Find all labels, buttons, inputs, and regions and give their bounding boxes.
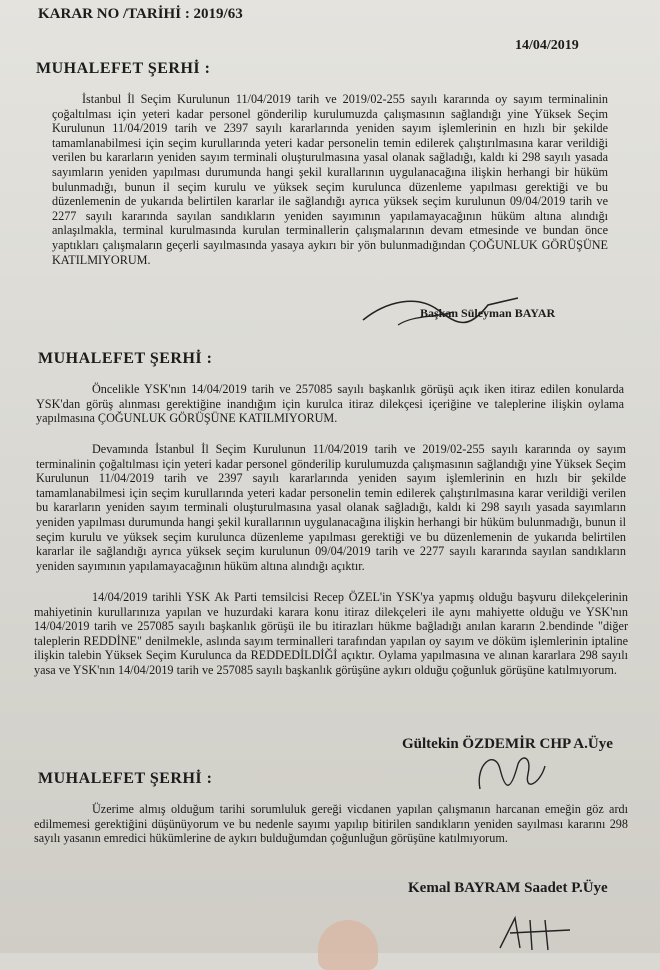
signature-scribble-2: [470, 744, 550, 799]
signature-name: Kemal BAYRAM Saadet P.Üye: [408, 880, 608, 896]
finger-photo-artifact: [318, 920, 378, 970]
decision-date: 14/04/2019: [515, 38, 579, 53]
section-paragraph: İstanbul İl Seçim Kurulunun 11/04/2019 tarih ve 2019/02-255 sayılı kararında oy sayım terminalinin çoğaltılması için yeteri kadar personel gönderilip kurulumuzda çalışmasının sağlandığı yine Yüksek Seçim Kurulunun 11/04/2019 tarih ve 2397 sayılı kararlarında yeniden sayım işlemlerinin en hızlı bir şekilde tamamlanabilmesi için seçim kurullarında yeteri kadar personelin temin edilerek çalıştırılmasına karar verildiği verilen bu kararların yeniden sayım terminali oluşturulmasına yasal olanak sağladığı, kaldı ki 298 sayılı yasada sayımların yeniden yapılması durumunda hangi şekil kurallarının uygulanacağına ilişkin herhangi bir hüküm bulunmadığı, bunun il seçim kurulu ve yüksek seçim kurulunca düzenleme yapılması gerektiği ve bu düzenlemenin de yukarıda belirtilen kararlar ile sağlandığı ayrıca yüksek seçim kurulunun 09/04/2019 tarih ve 2277 sayılı kararında sayılan sandıkların yeniden sayımının yapılamayacağının hüküm altına alındığı anlaşılmakla, terminal kurulmasında kurulan terminallerin çalışmalarının devam etmesinde ve bundan önce yaptıkları çalışmaların geçerli sayılmasında yasaya aykırı bir yön bulunmadığından ÇOĞUNLUK GÖRÜŞÜNE KATILMIYORUM.: [52, 92, 608, 267]
signature-name: Gültekin ÖZDEMİR CHP A.Üye: [402, 736, 613, 752]
section-paragraph: Öncelikle YSK'nın 14/04/2019 tarih ve 257085 sayılı başkanlık görüşü açık iken itiraz edilen konularda YSK'dan görüş alınması gerektiğine inandığım için kurulca itiraz dilekçesi içeriğine ve taleplerine ilişkin oylama yapılmasına ÇOĞUNLUK GÖRÜŞÜNE KATILMIYORUM.: [36, 382, 624, 426]
signature-name: Başkan Süleyman BAYAR: [420, 306, 556, 320]
section-paragraph: 14/04/2019 tarihli YSK Ak Parti temsilcisi Recep ÖZEL'in YSK'ya yapmış olduğu başvuru dilekçelerinin mahiyetinin kurullarınıza yapılan ve huzurdaki karara konu itiraz dilekçeleri ile aynı mahiyette olduğu ve YSK'nın 14/04/2019 tarih ve 257085 sayılı başkanlık görüşü ile bu itirazları hükme bağladığı anılan kararın 2.bendinde "diğer taleplerin REDDİNE" denilmekle, aslında sayım terminalleri tarafından yapılan oy sayım ve döküm işlemlerinin iptaline ilişkin talebin Yüksek Seçim Kurulunca da REDDEDİLDİĞİ açıktır. Oylama yapılmasına ve alınan kararlara 298 sayılı yasa ve YSK'nın 14/04/2019 tarih ve 257085 sayılı başkanlık görüşüne aykırı olduğu çoğunluk görüşüne katılmıyorum.: [34, 590, 628, 677]
section-title: MUHALEFET ŞERHİ :: [38, 770, 213, 787]
section-title: MUHALEFET ŞERHİ :: [36, 60, 211, 77]
section-paragraph: Üzerime almış olduğum tarihi sorumluluk gereği vicdanen yapılan çalışmanın harcanan emeğin göz ardı edilmemesi gerektiğini düşünüyorum ve bu nedenle sayımı yapılıp bitirilen sandıkların yeniden sayılması kararını 298 sayılı yasanın emredici hükümlerine de aykırı bulduğumdan çoğunluğun görüşüne katılmıyorum.: [34, 802, 628, 846]
signature-scribble-3: [490, 908, 580, 953]
decision-number: KARAR NO /TARİHİ : 2019/63: [38, 6, 243, 22]
section-paragraph: Devamında İstanbul İl Seçim Kurulunun 11/04/2019 tarih ve 2019/02-255 sayılı kararında oy sayım terminalinin çoğaltılması için yeteri kadar personel gönderilip kurulumuzda çalışmasının sağlandığı yine Yüksek Seçim Kurulunun 11/04/2019 tarih ve 2397 sayılı kararlarında yeniden sayım işlemlerinin en hızlı bir şekilde tamamlanabilmesi için seçim kurullarında yeteri kadar personelin temin edilerek çalıştırılmasına karar verildiği verilen bu kararların yeniden sayım terminali oluşturulmasına yasal olanak sağladığı, kaldı ki 298 sayılı yasada sayımların yeniden yapılması durumunda hangi şekil kurallarının uygulanacağına ilişkin herhangi bir hüküm bulunmadığı, bunun il seçim kurulu ve yüksek seçim kurulunca düzenleme yapılması gerektiği ve bu düzenlemenin de yukarıda belirtilen kararlar ile sağlandığı ayrıca yüksek seçim kurulunun 09/04/2019 tarih ve 2277 sayılı kararında sayılan sandıkların yeniden sayımının yapılamayacağının hüküm altına alındığı açıktır.: [36, 442, 626, 573]
section-title: MUHALEFET ŞERHİ :: [38, 350, 213, 367]
